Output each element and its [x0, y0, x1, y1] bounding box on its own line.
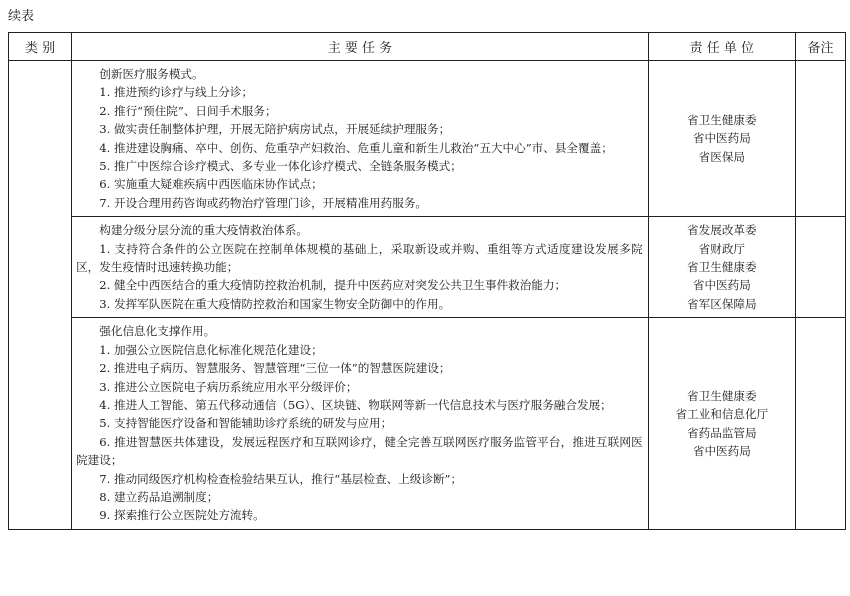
unit-name: 省卫生健康委 [687, 113, 757, 128]
unit-name: 省药品监管局 [687, 425, 757, 440]
header-note: 备注 [795, 33, 845, 61]
task-line: 2. 推进电子病历、智慧服务、智慧管理“三位一体”的智慧医院建设； [99, 361, 451, 376]
table-row [9, 217, 846, 318]
task-cell [72, 61, 649, 217]
task-line: 3. 发挥军队医院在重大疫情防控救治和国家生物安全防御中的作用。 [99, 296, 451, 311]
unit-name: 省工业和信息化厅 [675, 407, 769, 422]
unit-name: 省中医药局 [692, 443, 751, 458]
unit-name: 省军区保障局 [687, 296, 757, 311]
task-table [8, 32, 846, 530]
unit-cell [648, 61, 795, 217]
task-line: 创新医疗服务模式。 [99, 67, 204, 81]
table-header-row [9, 33, 846, 61]
header-unit: 责 任 单 位 [648, 33, 795, 61]
table-row [9, 318, 846, 529]
task-line: 6. 推进智慧医共体建设，发展远程医疗和互联网诊疗，健全完善互联网医疗服务监管平台，推进互联网医院建设； [76, 434, 643, 468]
task-line: 2. 健全中西医结合的重大疫情防控救治机制，提升中医药应对突发公共卫生事件救治能力； [99, 278, 567, 293]
task-line: 3. 推进公立医院电子病历系统应用水平分级评价； [99, 379, 358, 394]
unit-name: 省医保局 [698, 149, 746, 164]
note-cell [795, 217, 845, 318]
task-line: 1. 加强公立医院信息化标准化规范化建设； [99, 342, 323, 357]
unit-cell [648, 217, 795, 318]
header-category: 类 别 [9, 33, 72, 61]
note-cell [795, 318, 845, 529]
task-line: 8. 建立药品追溯制度； [99, 489, 219, 504]
task-cell [72, 217, 649, 318]
task-line: 7. 推动同级医疗机构检查检验结果互认，推行“基层检查、上级诊断”； [99, 471, 463, 486]
category-cell [9, 61, 72, 530]
task-line: 1. 支持符合条件的公立医院在控制单体规模的基础上，采取新设或并购、重组等方式适度建设发展多院区，发生疫情时迅速转换功能； [76, 241, 643, 275]
note-cell [795, 61, 845, 217]
task-line: 4. 推进建设胸痛、卒中、创伤、危重孕产妇救治、危重儿童和新生儿救治“五大中心”市、县全覆盖； [99, 140, 613, 155]
table-row [9, 61, 846, 217]
unit-name: 省卫生健康委 [687, 388, 757, 403]
task-line: 构建分级分层分流的重大疫情救治体系。 [99, 223, 308, 238]
header-tasks: 主 要 任 务 [72, 33, 649, 61]
task-line: 6. 实施重大疑难疾病中西医临床协作试点； [99, 177, 323, 192]
task-cell [72, 318, 649, 529]
unit-name: 省财政厅 [698, 241, 746, 256]
task-line: 1. 推进预约诊疗与线上分诊； [99, 85, 254, 100]
task-line: 强化信息化支撑作用。 [99, 324, 216, 339]
continued-label: 续表 [8, 9, 35, 24]
task-line: 9. 探索推行公立医院处方流转。 [99, 508, 265, 523]
task-line: 7. 开设合理用药咨询或药物治疗管理门诊，开展精准用药服务。 [99, 195, 428, 210]
task-line: 5. 推广中医综合诊疗模式、多专业一体化诊疗模式、全链条服务模式； [99, 159, 462, 174]
task-line: 4. 推进人工智能、第五代移动通信（5G）、区块链、物联网等新一代信息技术与医疗服务融合发展； [99, 397, 612, 412]
task-line: 5. 支持智能医疗设备和智能辅助诊疗系统的研发与应用； [99, 416, 393, 431]
unit-cell [648, 318, 795, 529]
task-line: 3. 做实责任制整体护理，开展无陪护病房试点，开展延续护理服务； [99, 122, 451, 137]
unit-name: 省卫生健康委 [687, 260, 757, 275]
unit-name: 省发展改革委 [687, 223, 757, 238]
unit-name: 省中医药局 [692, 278, 751, 293]
unit-name: 省中医药局 [692, 131, 751, 146]
task-line: 2. 推行“预住院”、日间手术服务； [99, 103, 277, 118]
